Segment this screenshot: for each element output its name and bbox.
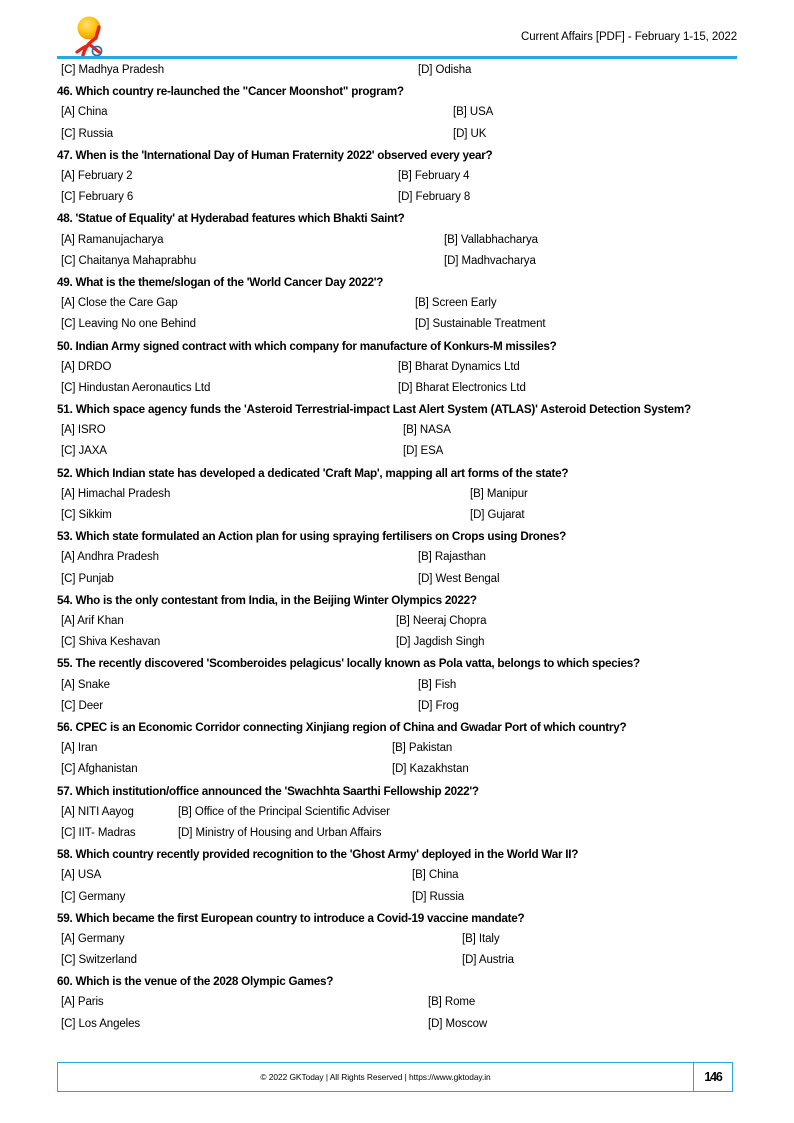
option-b[interactable] xyxy=(396,611,486,632)
option-label: [D] xyxy=(453,127,468,140)
option-text: Bharat Dynamics Ltd xyxy=(414,360,520,373)
question-text: 58. Which country recently provided recognition to the 'Ghost Army' deployed in the World War II? xyxy=(57,848,579,862)
option-row xyxy=(57,357,757,378)
option-text: USA xyxy=(77,869,102,882)
question-text: 50. Indian Army signed contract with which company for manufacture of Konkurs-M missiles? xyxy=(57,339,557,353)
option-label: [B] xyxy=(470,487,484,500)
option-text: Italy xyxy=(478,932,500,945)
option-label: [C] xyxy=(61,445,76,458)
option-c xyxy=(61,60,164,81)
option-row xyxy=(57,314,757,335)
option-text: Hindustan Aeronautics Ltd xyxy=(78,381,211,394)
option-row xyxy=(57,887,757,908)
option-text: Russia xyxy=(78,127,114,140)
option-row xyxy=(57,187,757,208)
option-row xyxy=(57,505,757,526)
option-d[interactable] xyxy=(412,887,464,908)
option-row xyxy=(57,632,757,653)
option-label: [B] xyxy=(396,615,410,628)
option-label: [D] xyxy=(178,826,193,839)
option-label: [D] xyxy=(444,254,459,267)
option-label: [A] xyxy=(61,996,75,1009)
option-text: Office of the Principal Scientific Adviser xyxy=(194,805,390,818)
option-label: [B] xyxy=(392,742,406,755)
option-b[interactable] xyxy=(412,865,458,886)
question-text: 48. 'Statue of Equality' at Hyderabad features which Bhakti Saint? xyxy=(57,212,405,226)
option-label: [C] xyxy=(61,191,76,204)
option-c[interactable] xyxy=(61,251,196,272)
option-text: Iran xyxy=(77,742,98,755)
option-row xyxy=(57,547,757,568)
question-text: 57. Which institution/office announced the 'Swachhta Saarthi Fellowship 2022'? xyxy=(57,784,479,798)
option-row xyxy=(57,950,757,971)
option-d[interactable] xyxy=(453,124,486,145)
option-a[interactable] xyxy=(61,293,178,314)
option-row xyxy=(57,230,757,251)
option-text: Gujarat xyxy=(487,509,525,522)
option-text: UK xyxy=(470,127,487,140)
option-text: Fish xyxy=(434,678,457,691)
option-text: Sikkim xyxy=(78,509,112,522)
option-c[interactable] xyxy=(61,632,160,653)
option-text: Pakistan xyxy=(408,742,453,755)
option-text: IIT- Madras xyxy=(78,826,136,839)
option-text: Russia xyxy=(429,890,465,903)
option-label: [A] xyxy=(61,360,75,373)
option-label: [C] xyxy=(61,572,76,585)
option-label: [D] xyxy=(398,191,413,204)
question-text: 55. The recently discovered 'Scomberoides pelagicus' locally known as Pola vatta, belongs to which species? xyxy=(57,657,640,671)
option-text: Screen Early xyxy=(431,297,497,310)
option-b[interactable] xyxy=(178,802,390,823)
option-b[interactable] xyxy=(418,675,456,696)
option-row xyxy=(57,929,757,950)
option-c[interactable] xyxy=(61,950,137,971)
option-d[interactable] xyxy=(392,759,469,780)
option-c[interactable] xyxy=(61,441,107,462)
option-row xyxy=(57,675,757,696)
option-label: [C] xyxy=(61,381,76,394)
option-row xyxy=(57,696,757,717)
option-label: [D] xyxy=(470,509,485,522)
option-text: Rome xyxy=(444,996,476,1009)
option-label: [D] xyxy=(415,318,430,331)
option-text: Close the Care Gap xyxy=(77,297,178,310)
option-a[interactable] xyxy=(61,611,124,632)
question-text: 56. CPEC is an Economic Corridor connecting Xinjiang region of China and Gwadar Port of which country? xyxy=(57,720,627,734)
option-row xyxy=(57,484,757,505)
option-text: China xyxy=(428,869,459,882)
option-label: [D] xyxy=(462,954,477,967)
option-label: [A] xyxy=(61,869,75,882)
option-a[interactable] xyxy=(61,420,106,441)
option-d[interactable] xyxy=(398,187,470,208)
header-divider xyxy=(57,56,737,59)
question-text: 53. Which state formulated an Action plan for using spraying fertilisers on Crops using Drones? xyxy=(57,530,566,544)
option-d[interactable] xyxy=(470,505,525,526)
option-d[interactable] xyxy=(444,251,536,272)
option-text: Germany xyxy=(77,932,125,945)
option-text: Snake xyxy=(77,678,110,691)
option-text: February 4 xyxy=(414,169,470,182)
option-label: [C] xyxy=(61,509,76,522)
option-row xyxy=(57,611,757,632)
option-text: Afghanistan xyxy=(77,763,138,776)
option-d[interactable] xyxy=(403,441,443,462)
option-text: Manipur xyxy=(486,487,528,500)
option-row xyxy=(57,124,757,145)
option-d[interactable] xyxy=(418,696,459,717)
option-label: [D] xyxy=(396,636,411,649)
option-c-text: Madhya Pradesh xyxy=(78,64,165,76)
option-text: Kazakhstan xyxy=(409,763,469,776)
option-text: USA xyxy=(469,106,494,119)
option-label: [D] xyxy=(418,699,433,712)
option-label: [C] xyxy=(61,636,76,649)
option-text: February 2 xyxy=(77,169,133,182)
option-label: [B] xyxy=(398,169,412,182)
option-row xyxy=(57,378,757,399)
option-label: [A] xyxy=(61,551,75,564)
option-label: [A] xyxy=(61,805,75,818)
option-a[interactable] xyxy=(61,738,97,759)
option-row xyxy=(57,166,757,187)
option-text: Paris xyxy=(77,996,104,1009)
question-text: 54. Who is the only contestant from India, in the Beijing Winter Olympics 2022? xyxy=(57,593,477,607)
option-a[interactable] xyxy=(61,230,163,251)
option-text: Sustainable Treatment xyxy=(432,318,546,331)
option-text: China xyxy=(77,106,108,119)
option-text: Ministry of Housing and Urban Affairs xyxy=(195,826,382,839)
option-text: ESA xyxy=(420,445,444,458)
option-a[interactable] xyxy=(61,547,159,568)
option-text: Germany xyxy=(78,890,126,903)
option-label: [D] xyxy=(412,890,427,903)
option-d[interactable] xyxy=(396,632,484,653)
option-row xyxy=(57,738,757,759)
option-label: [B] xyxy=(412,869,426,882)
option-row xyxy=(57,759,757,780)
option-label: [D] xyxy=(398,381,413,394)
option-d xyxy=(418,60,471,81)
header-title: Current Affairs [PDF] - February 1-15, 2022 xyxy=(521,31,737,43)
option-c[interactable] xyxy=(61,314,196,335)
option-label: [B] xyxy=(418,551,432,564)
option-d[interactable] xyxy=(178,823,381,844)
option-text: Vallabhacharya xyxy=(460,233,538,246)
option-text: Moscow xyxy=(445,1017,488,1030)
option-text: Jagdish Singh xyxy=(413,636,485,649)
option-text: Rajasthan xyxy=(434,551,486,564)
option-c[interactable] xyxy=(61,569,114,590)
option-c[interactable] xyxy=(61,696,103,717)
option-d[interactable] xyxy=(462,950,514,971)
question-text: 46. Which country re-launched the "Cancer Moonshot" program? xyxy=(57,85,404,99)
option-d[interactable] xyxy=(398,378,526,399)
option-label: [C] xyxy=(61,826,76,839)
option-b[interactable] xyxy=(398,166,469,187)
option-text: Bharat Electronics Ltd xyxy=(415,381,526,394)
option-label: [A] xyxy=(61,233,75,246)
option-label: [C] xyxy=(61,127,76,140)
option-a[interactable] xyxy=(61,992,104,1013)
option-label: [C] xyxy=(61,890,76,903)
option-a[interactable] xyxy=(61,929,124,950)
option-c[interactable] xyxy=(61,823,136,844)
option-b[interactable] xyxy=(403,420,451,441)
option-text: Andhra Pradesh xyxy=(77,551,159,564)
option-label: [B] xyxy=(418,678,432,691)
page-footer xyxy=(57,1062,733,1092)
option-text: February 8 xyxy=(415,191,471,204)
option-row xyxy=(57,1014,757,1035)
option-text: Shiva Keshavan xyxy=(78,636,161,649)
option-label: [B] xyxy=(428,996,442,1009)
option-row xyxy=(57,802,757,823)
question-text: 52. Which Indian state has developed a dedicated 'Craft Map', mapping all art forms of the state? xyxy=(57,466,569,480)
option-b[interactable] xyxy=(453,102,493,123)
option-row xyxy=(57,420,757,441)
option-label: [D] xyxy=(428,1017,443,1030)
question-text: 47. When is the 'International Day of Human Fraternity 2022' observed every year? xyxy=(57,148,493,162)
option-a[interactable] xyxy=(61,675,110,696)
option-row xyxy=(57,441,757,462)
option-c[interactable] xyxy=(61,378,210,399)
question-text: 51. Which space agency funds the 'Asteroid Terrestrial-impact Last Alert System (ATLAS)' Asteroid Detection System? xyxy=(57,403,691,417)
question-text: 59. Which became the first European country to introduce a Covid-19 vaccine mandate? xyxy=(57,911,525,925)
option-b[interactable] xyxy=(415,293,497,314)
option-text: Frog xyxy=(435,699,459,712)
option-row xyxy=(57,293,757,314)
option-d-label: [D] xyxy=(418,64,433,76)
option-a[interactable] xyxy=(61,865,101,886)
option-text: NITI Aayog xyxy=(77,805,134,818)
option-label: [A] xyxy=(61,424,75,437)
option-text: NASA xyxy=(419,424,451,437)
question-text: 60. Which is the venue of the 2028 Olympic Games? xyxy=(57,975,334,989)
option-label: [A] xyxy=(61,678,75,691)
option-a[interactable] xyxy=(61,102,107,123)
option-label: [C] xyxy=(61,699,76,712)
option-c[interactable] xyxy=(61,505,112,526)
option-text: Switzerland xyxy=(78,954,137,967)
option-b[interactable] xyxy=(462,929,499,950)
option-row xyxy=(57,569,757,590)
questions-container xyxy=(57,60,757,1035)
option-d-text: Odisha xyxy=(435,64,472,76)
option-a[interactable] xyxy=(61,484,170,505)
option-d[interactable] xyxy=(415,314,545,335)
option-label: [B] xyxy=(415,297,429,310)
option-row xyxy=(57,823,757,844)
option-label: [A] xyxy=(61,297,75,310)
option-text: Deer xyxy=(78,699,104,712)
option-label: [A] xyxy=(61,615,75,628)
option-label: [C] xyxy=(61,254,76,267)
option-label: [B] xyxy=(398,360,412,373)
option-c-label: [C] xyxy=(61,64,76,76)
option-a[interactable] xyxy=(61,802,134,823)
option-label: [C] xyxy=(61,1017,76,1030)
option-label: [C] xyxy=(61,954,76,967)
option-label: [A] xyxy=(61,487,75,500)
option-c[interactable] xyxy=(61,759,138,780)
option-text: Arif Khan xyxy=(77,615,124,628)
orphan-option-row xyxy=(57,60,757,81)
option-label: [D] xyxy=(418,572,433,585)
option-label: [A] xyxy=(61,169,75,182)
option-row xyxy=(57,251,757,272)
option-b[interactable] xyxy=(444,230,538,251)
footer-copyright: © 2022 GKToday | All Rights Reserved | https://www.gktoday.in xyxy=(260,1072,491,1082)
option-label: [D] xyxy=(392,763,407,776)
option-text: ISRO xyxy=(77,424,106,437)
option-a[interactable] xyxy=(61,166,132,187)
option-text: Himachal Pradesh xyxy=(77,487,171,500)
option-text: Austria xyxy=(478,954,514,967)
option-text: Los Angeles xyxy=(78,1017,141,1030)
option-text: Madhvacharya xyxy=(461,254,536,267)
page-number: 146 xyxy=(693,1063,732,1091)
option-c[interactable] xyxy=(61,887,125,908)
option-text: Leaving No one Behind xyxy=(78,318,196,331)
option-label: [A] xyxy=(61,106,75,119)
question-text: 49. What is the theme/slogan of the 'World Cancer Day 2022'? xyxy=(57,275,384,289)
option-b[interactable] xyxy=(392,738,452,759)
option-b[interactable] xyxy=(470,484,528,505)
option-a[interactable] xyxy=(61,357,111,378)
option-text: Punjab xyxy=(78,572,114,585)
option-label: [B] xyxy=(462,932,476,945)
option-row xyxy=(57,102,757,123)
option-text: February 6 xyxy=(78,191,134,204)
option-d[interactable] xyxy=(428,1014,487,1035)
option-row xyxy=(57,865,757,886)
option-text: West Bengal xyxy=(435,572,500,585)
option-label: [B] xyxy=(403,424,417,437)
option-label: [A] xyxy=(61,932,75,945)
option-label: [B] xyxy=(178,805,192,818)
option-b[interactable] xyxy=(398,357,520,378)
option-label: [D] xyxy=(403,445,418,458)
option-c[interactable] xyxy=(61,1014,140,1035)
option-text: DRDO xyxy=(77,360,112,373)
option-c[interactable] xyxy=(61,124,113,145)
option-row xyxy=(57,992,757,1013)
option-label: [B] xyxy=(453,106,467,119)
option-label: [A] xyxy=(61,742,75,755)
option-text: Chaitanya Mahaprabhu xyxy=(78,254,197,267)
option-d[interactable] xyxy=(418,569,499,590)
gktoday-sun-runner-logo-icon xyxy=(69,14,109,56)
option-label: [C] xyxy=(61,318,76,331)
option-c[interactable] xyxy=(61,187,133,208)
page-header xyxy=(57,14,737,58)
option-text: Ramanujacharya xyxy=(77,233,164,246)
option-label: [C] xyxy=(61,763,76,776)
option-b[interactable] xyxy=(428,992,475,1013)
option-text: JAXA xyxy=(78,445,107,458)
option-label: [B] xyxy=(444,233,458,246)
option-b[interactable] xyxy=(418,547,486,568)
option-text: Neeraj Chopra xyxy=(412,615,487,628)
